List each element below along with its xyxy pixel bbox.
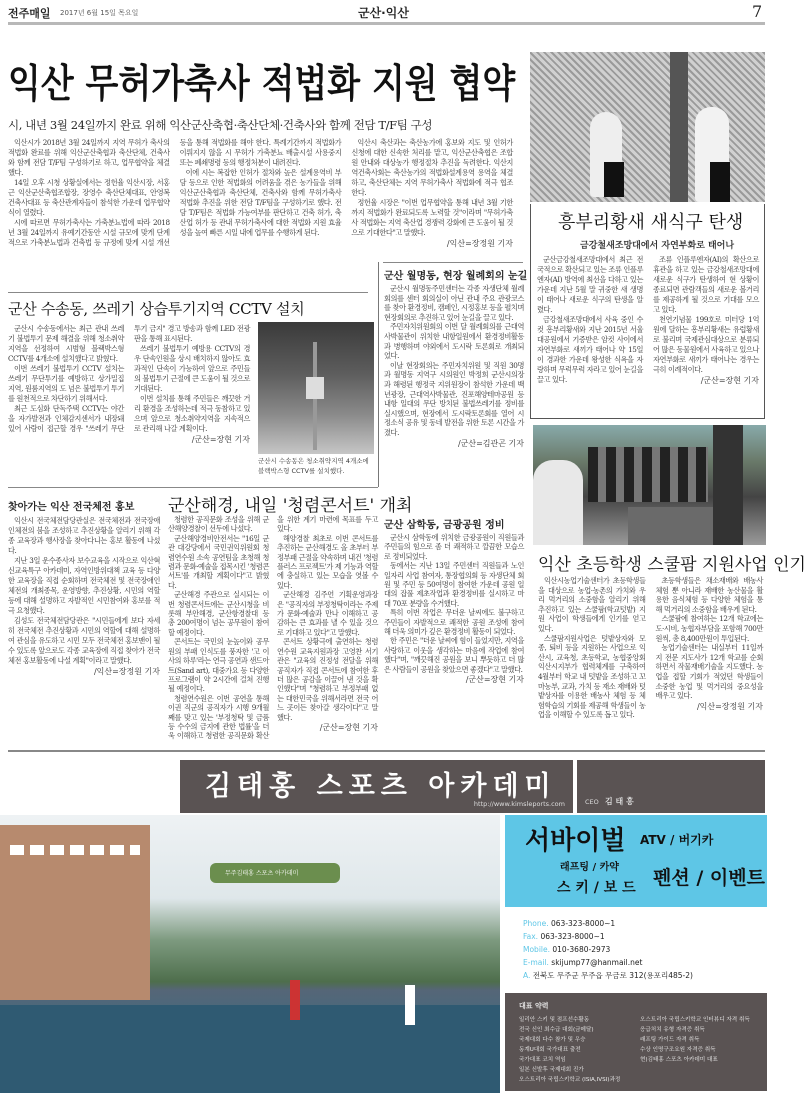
- contact-row: A. 전북도 무주군 무주읍 무금로 312(용포리485-2): [523, 971, 693, 980]
- paragraph: 금강철새조망대에서 사육 중인 수컷 흥부리황새와 지난 2015년 서울대공원에서 기증받은 암컷 사이에서 자연부화로 새끼가 태어나 약 15일이 경과한 가운데 왕성한 식욕을 자랑하며 무럭무럭 자라고 있어 눈길을 끌고 있다.: [537, 315, 643, 384]
- wolmyeong-body: [384, 284, 524, 449]
- sports-headline: 찾아가는 익산 전국체전 홍보: [8, 502, 135, 513]
- paragraph: 콘서트는 국민의 눈높이와 공무원의 부패 인식도를 풍자한 '고 이사의 하루'라는 연극 공연과 샌드아트(Sand art), 대중가요 등 다양한 프로그램이 약 2시간에 걸쳐 진행될 예정이다.: [168, 637, 269, 694]
- ad-ceo-banner: [577, 760, 765, 813]
- paragraph: 익산시 전국체전담당관실은 전국체전과 전국장애인체전의 붐을 조성하고 추진상황을 알리기 위해 각종 교육장과 행사장을 찾아다니는 홍보 활동에 나섰다.: [8, 516, 160, 555]
- career-item: 동계U대회 국가대표 출전: [519, 1047, 581, 1053]
- career-item: 오스트리아 국립스키학교 인터뷰디 자격 취득: [640, 1017, 750, 1023]
- paragraph: 초등학생들은 채소재배와 배농사 체험 뿐 아니라 재배한 농산물을 활용한 음식체험 등 다양한 체험을 통해 먹거리의 소중함을 배우게 된다.: [655, 576, 763, 614]
- paragraph: 군산해경 주관으로 실시되는 이번 청렴콘서트에는 군산시청을 비롯해 부안해경, 군산항경찰대 등 총 200여명이 넘는 공무원이 참여할 예정이다.: [168, 590, 269, 637]
- ad-photo-banner: 무주김태홍 스포츠 아카데미: [225, 870, 299, 877]
- ad-line-atv: ATV / 버기카: [640, 833, 714, 847]
- header-rule: [8, 22, 765, 25]
- career-item: 응급처치 유형 자격증 취득: [640, 1027, 705, 1033]
- lead-subtitle: 시, 내년 3월 24일까지 완료 위해 익산군산축협·축산단체·건축사와 함께 전담 T/F팀 구성: [8, 118, 433, 132]
- paragraph: 콘서트 상황극에 출연하는 청렴연수원 교육지원과장 고영찬 서기관은 "교육의 진정성 전달을 위해 공직자가 직접 콘서트에 참여한 후 더 많은 공감을 이끌어 낸 것을 확인했다"며 "청렴하고 부정부패 없는 대한민국을 위해서라면 전국 어느 곳이든 찾아갈 생각이다"고 말했다.: [277, 637, 378, 722]
- career-item: 오스트리아 국립스키학교 (ISIA,IVSI)과정: [519, 1077, 621, 1083]
- byline: /군산=장현 기자: [465, 675, 524, 685]
- paragraph: 한 주민은 "더운 날씨에 힘이 들었지만, 지역을 사랑하고 이웃을 생각하는 마음에 작업에 참여했다"며, "깨끗해진 공원을 보니 뿌듯하고 더 많은 사람들이 공원을 찾았으면 좋겠다"고 말했다.: [384, 636, 524, 674]
- ad-title-banner: [180, 760, 573, 813]
- ad-line-rafting: 래프팅 / 카약: [560, 862, 619, 873]
- paragraph: 14일 오후 시청 상황실에서는 정헌율 익산시장, 서홍근 익산군산축협조합장, 장영수 축산단체대표, 안영복 건축사대표 등 축산관계자들이 참석한 가운데 업무협약식이 열렸다.: [8, 178, 170, 217]
- paragraph: 조류 인플루엔자(AI)의 확산으로 휴관을 하고 있는 금강철새조망대에 새로운 식구가 탄생하여 현 상황이 종료되면 관람객들의 새로운 볼거리를 제공하게 될 것으로 기대를 모으고 있다.: [653, 255, 759, 314]
- career-item: 국가대표 코치 역임: [519, 1057, 566, 1063]
- paragraph: 이날 현장회의는 주민자치위원 및 직원 30명과 월명동 지역구 시의원인 박정희 군산시의장과 해령된 행정국 지위원장이 참석한 가운데 백년광장, 근대역사박물관, 진포해양테마공원 등 내항 일대의 무단 방치된 불법쓰레기를 정비를 실시했으며, 현장에서 도시락토론회를 열어 시정소식 공유 및 동네 발전을 위한 토론 시간을 가졌다.: [384, 360, 524, 437]
- paragraph: 청렴한 공직문화 조성을 위해 군산해양경찰이 선두에 나섰다.: [168, 515, 269, 534]
- ad-line-ski: 스 키 / 보 드: [557, 880, 636, 896]
- paragraph: 쓰레기 불법투기 예방용 CCTV의 경우 단속인원을 상시 배치하지 않아도 효과적인 단속이 가능하여 앞으로 주민들의 불법투기 근절에 큰 도움이 될 것으로 기대된다.: [134, 344, 250, 393]
- ad-photo: [0, 815, 500, 1093]
- paragraph: 군산해양경비안전서는 "16일 군관 대강당에서 국민권익위원회 청렴연수원 소속 공연팀을 초청해 청렴과 문화·예술을 접목시킨 '청렴콘서트'를 개최할 계획이다"고 밝혔다.: [168, 533, 269, 590]
- paragraph: 김성도 전국체전담당관은 "시민들에게 보다 자세히 전국체전 추진상황과 시민의 역할에 대해 설명하여 관심을 유도하고 시민 모두 전국체전 홍보맨이 될 수 있도록 앞으로도 각종 교육장에 직접 찾아가 전국체전 홍보활동에 나설 계획"이라고 말했다.: [8, 616, 160, 665]
- wolmyeong-headline: 군산 월명동, 현장 월례회의 눈길: [384, 271, 528, 282]
- byline: /익산=장정원 기자: [446, 239, 513, 248]
- lead-headline: 익산 무허가축사 적법화 지원 협약: [8, 61, 516, 108]
- ad-url[interactable]: http://www.kimsleports.com: [473, 800, 565, 808]
- paragraph: 주민자치위원회의 이번 달 월례회의를 근대역사박물관이 위치한 내항일원에서 환경정비활동과 병행하며 야외에서 도시락 토론회로 개최되었다.: [384, 322, 524, 361]
- career-item: 국제대회 다수 참가 및 우승: [519, 1037, 586, 1043]
- byline: /익산=장정원 기자: [93, 667, 160, 676]
- concert-headline: 군산해경, 내일 '청렴콘서트' 개최: [168, 496, 413, 516]
- paragraph: 군산해경 김주언 기획운영과장은 "공직자의 부정청탁이라는 주제가 문화·예술과 만나 이해하고 공감하는 큰 효과를 낼 수 있을 것으로 기대하고 있다"고 말했다.: [277, 590, 378, 637]
- stork-subtitle: 금강철새조망대에서 자연부화로 태어나: [580, 241, 735, 251]
- school-headline: 익산 초등학생 스쿨팜 지원사업 인기: [538, 555, 806, 575]
- paragraph: 천연기념물 199호로 미터당 1억원에 달하는 흥부리황새는 유럽황새로 불리며 국제관심대상으로 분류되어 많은 동물원에서 사육하고 있으나 자연부화로 새끼가 태어나는 경우는 극히 이례적이다.: [653, 315, 759, 374]
- cctv-caption: 군산시 수송동은 청소취약지역 4개소에 블랙박스형 CCTV를 설치했다.: [258, 457, 369, 475]
- ad-contacts: [523, 917, 763, 982]
- paragraph: 특히 이번 작업은 무더운 날씨에도 불구하고 주민들이 자발적으로 쾌적한 공원 조성에 참여해 더욱 의미가 깊은 환경정비 활동이 되었다.: [384, 608, 524, 637]
- byline: /군산=김관곤 기자: [457, 438, 524, 448]
- paragraph: 정헌율 시장은 "이번 업무협약을 통해 내년 3월 기한까지 적법화가 완료되도록 노력할 것"이라며 "무허가축사 적법화는 지역 축산업 경쟁력 강화에 큰 도움이 될 것으로 기대한다"고 말했다.: [351, 198, 513, 237]
- park-headline: 군산 삼학동, 금광공원 정비: [384, 520, 505, 531]
- paragraph: 지난 3일 운수종사자 보수교육을 시작으로 익산혁신교육특구 아카데미, 자역인방위대책 교육 등 다양한 교육장을 직접 순회하며 전국체전 및 전국장애인체전의 개최종목, 운영방향, 추진상황, 시민의 역할 등에 대해 설명하고 자발적인 시민참여와 홍보를 적극 요청했다.: [8, 556, 160, 615]
- paragraph: 군산시 삼학동에 위치한 금광공원이 직원들과 주민들의 힘으로 좀 더 쾌적하고 깔끔한 모습으로 정비되었다.: [384, 533, 524, 561]
- career-item: 래프팅 가이드 자격 취득: [640, 1037, 700, 1043]
- career-item: 일리안 스키 및 점프선수활동: [519, 1017, 590, 1023]
- paragraph: 해양경찰 최초로 이번 콘서트를 추진하는 군산해경도 올 초부터 부정부패 근절을 약속하며 내건 '청렴 플러스 프로젝트'가 제 기능과 역할에 충실하고 있는 모습을 엿볼 수 있다.: [277, 533, 378, 590]
- school-photo: [533, 425, 766, 545]
- ad-ceo-label: CEO: [585, 798, 599, 806]
- masthead-paper: 전주매일: [8, 7, 51, 20]
- paragraph: 청렴연수원은 이번 공연을 통해 이권 직군의 공직자가 시행 9개월째를 맞고 있는 '부정청탁 및 금품 등 수수의 금지에 관한 법률'을 더욱 이해하고 청렴한 공직문화 확산을 위한 계기 마련에 목표를 두고 있다.: [168, 515, 378, 741]
- section-name: 군산·익산: [358, 6, 409, 20]
- ad-brand: 서바이벌: [525, 826, 626, 856]
- ad-career-box: [505, 993, 767, 1091]
- paragraph: 군산시 수송동에서는 최근 관내 쓰레기 불법투기 문제 해결을 위해 청소취약지역을 선정하여 시범형 블랙박스형 CCTV를 4개소에 설치했다고 밝혔다.: [8, 324, 124, 363]
- ad-line-pension: 펜션 / 이벤트: [653, 867, 765, 889]
- paragraph: 동에서는 지난 13일 주민센터 직원들과 노인일자리 사업 참여자, 통장협의회 등 자생단체 회원 및 주민 등 50여명이 참여한 가운데 공원 일대의 잡풀 제초작업과 환경정비를 실시하고 마대 70포 분량을 수거했다.: [384, 561, 524, 608]
- career-item: 일본 신발후 국제대회 진가: [519, 1067, 584, 1073]
- byline: /군산=장현 기자: [700, 376, 759, 385]
- ad-title: 김태홍 스포츠 아카데미: [205, 771, 557, 802]
- paragraph: 이번 쓰레기 불법투기 CCTV 설치는 쓰레기 무단투기를 예방하고 상가밀집지역, 원룸지역의 도 넘은 불법투기 투기를 원천적으로 차단하기 위해서다.: [8, 364, 124, 403]
- career-item: 수상 인명구조요원 자격증 취득: [640, 1047, 716, 1053]
- ad-ceo-name: 김 태 홍: [605, 797, 634, 806]
- contact-row: Mobile. 010-3680-2973: [523, 945, 611, 954]
- contact-row: Fax. 063-323-8000~1: [523, 932, 605, 941]
- byline: /군산=장현 기자: [319, 722, 378, 732]
- school-body: [538, 576, 763, 720]
- byline: /군산=장현 기자: [191, 435, 250, 444]
- contact-row[interactable]: E-mail. skijump77@hanmail.net: [523, 958, 643, 967]
- park-body: [384, 533, 524, 685]
- page-number: 7: [752, 2, 763, 21]
- paragraph: 익산시 축산과는 축산농가에 홍보와 지도 및 인허가 신청에 대한 신속한 처리를 맡고, 익산군산축협은 조합원 안내와 대상농가 행정절차 추진을 독려한다. 익산지역건축사회는 축산농가의 적법화설계용역 용역을 체결하고, 축산단체는 지역 무허가축사 적법화에 적극 협조한다.: [351, 138, 513, 197]
- paragraph: 이번 설치를 통해 주민들은 깨끗한 거리 환경을 조성하는데 적극 동참하고 있으며 앞으로 청소취약지역을 지속적으로 관리해 나갈 계획이다.: [134, 394, 250, 433]
- career-item: 전국 신인 최수급 대회(금메달): [519, 1027, 594, 1033]
- ad-cyan-panel: [505, 815, 767, 907]
- ad-career-title: 대표 약력: [519, 1002, 549, 1010]
- paragraph: 군산금강철새조망대에서 최근 전국적으로 확산되고 있는 조류 인플루엔자(AI) 방역에 최선을 다하고 있는 가운데 지난 5월 말 귀중한 새 생명이 태어나 새로운 식구의 탄생을 알렸다.: [537, 255, 643, 314]
- cctv-headline: 군산 수송동, 쓰레기 상습투기지역 CCTV 설치: [8, 300, 305, 318]
- cctv-photo: [258, 322, 374, 454]
- sports-body: [8, 516, 160, 677]
- stork-photo: [530, 52, 765, 202]
- paragraph: 시에 따르면 무허가축사는 가축분뇨법에 따라 2018년 3월 24일까지 유예기간동안 시설 규모에 맞게 단계적으로 가축분뇨법과 건축법 등 규정에 맞게 시설 개선 등을 통해 적법화를 해야 한다. 특례기간까지 적법화가 이뤄지지 않을 시 무허가 가축분뇨 배출시설 사용중지 또는 폐쇄명령 등의 행정처분이 내려진다.: [8, 138, 342, 247]
- stork-body: [537, 255, 759, 386]
- paragraph: 익산시농업기술센터가 초등학생들을 대상으로 농업·농촌의 가치와 우리 먹거리의 소중함을 알리기 위해 추진하고 있는 스쿨팜(학교텃밭) 지원 사업이 학생들에게 인기를 얻고 있다.: [538, 576, 646, 633]
- paragraph: 익산시가 2018년 3월 24일까지 지역 무허가 축사의 적법화 완료를 위해 익산군산축협과 축산단체, 건축사와 함께 전담 T/F팀 구성하기로 하고, 업무협약을 체결했다.: [8, 138, 170, 177]
- paragraph: 농업기술센터는 내실부터 11일까지 전문 지도사가 12개 학교를 순회하면서 작물재배기술을 지도했다. 농업을 접할 기회가 적었던 학생들이 소중한 농업 및 먹거리의 중요성을 배우고 있다.: [655, 643, 763, 701]
- paragraph: 이에 시는 복잡한 인허가 절차와 높은 설계용역비 부담 등으로 인한 적법화의 어려움을 겪은 농가들을 위해 익산군산축협과 축산단체, 건축사와 함께 무허가축사 적법화 추진을 위한 전담 T/F팀을 구성하기로 했다. 전담 T/F팀은 적법화 가능여부를 판단하고 건축 허가, 축산업 허가 등 관내 무허가축사에 대한 적법화 지원 효율성을 높여 빠른 시일 내에 업무를 수행하게 된다.: [179, 168, 342, 237]
- byline: /익산=장정원 기자: [696, 701, 763, 711]
- paragraph: 군산시 월명동주민센터는 각종 자생단체 월례회의를 센터 회의실이 아닌 관내 주요 관광코스를 찾아 환경정비, 캠페인, 시정홍보 등을 펼치며 현장회의로 추진하고 있어 눈길을 끌고 있다.: [384, 284, 524, 322]
- contact-row: Phone. 063-323-8000~1: [523, 919, 616, 928]
- cctv-body: [8, 324, 250, 445]
- paragraph: 스쿨팜지원사업은 텃밭상자와 모종, 퇴비 등을 지원하는 사업으로 익산시, 교육청, 초등학교, 농협중앙회 익산시지부가 협력체계를 구축하여 4월부터 학교 내 텃밭을 조성하고 꼬마농부, 교과, 가치 등 재소 재배와 텃밭상자를 이용한 배농사 체험 등 체험학습의 기회를 제공해 학생들이 농업을 이해할 수 있도록 돕고 있다.: [538, 633, 646, 720]
- career-item: 현)김태홍 스포츠 아카데미 대표: [640, 1057, 718, 1063]
- paragraph: 최근 도심화 단독주택 CCTV는 야간을 자가발전과 인체감지센서가 내장돼 있어 사람이 접근할 경우 "쓰레기 무단투기 금지" 경고 방송과 함께 LED 전광판을 통해 표시된다.: [8, 324, 250, 433]
- lead-body: [8, 138, 513, 249]
- stork-headline: 흥부리황새 새식구 탄생: [558, 212, 744, 233]
- paragraph: 스쿨팜에 참여하는 12개 학교에는 도·시비, 농협자부담을 포함해 700만원씩, 총 8,400만원이 투입된다.: [655, 614, 763, 643]
- concert-body: [168, 515, 378, 741]
- masthead-date: 2017년 6월 15일 목요일: [60, 9, 139, 17]
